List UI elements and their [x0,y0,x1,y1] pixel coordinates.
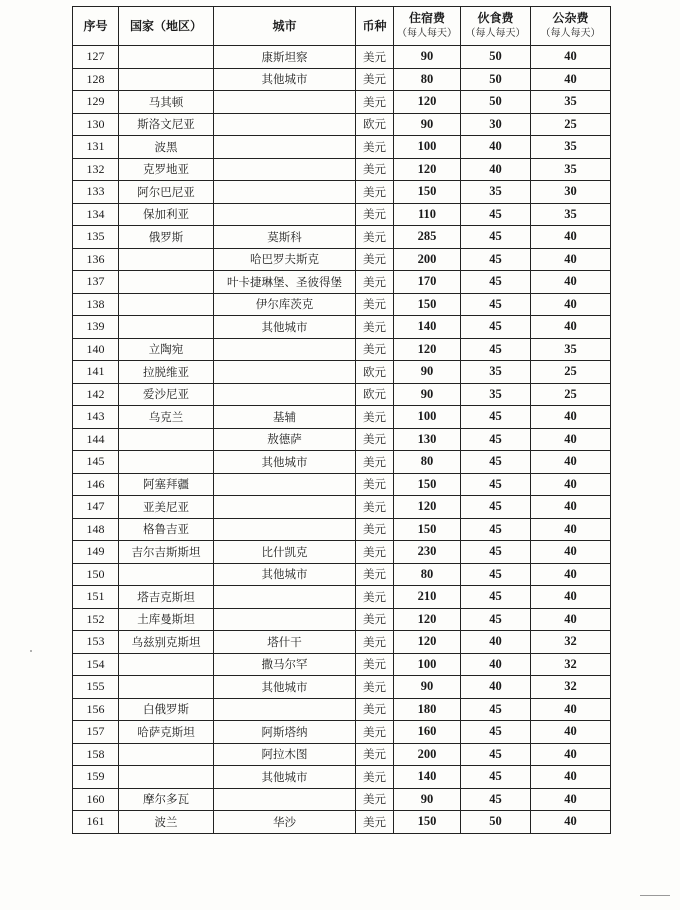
cell-lodging: 230 [394,541,461,564]
cell-misc: 40 [531,271,611,294]
table-body [73,46,611,834]
cell-seq: 133 [73,181,119,204]
cell-city: 华沙 [214,811,356,834]
cell-food: 50 [461,68,531,91]
cell-city: 基辅 [214,406,356,429]
cell-city: 敖德萨 [214,428,356,451]
cell-currency: 美元 [356,743,394,766]
cell-currency: 美元 [356,158,394,181]
cell-country: 摩尔多瓦 [119,788,214,811]
cell-city: 其他城市 [214,316,356,339]
cell-currency: 欧元 [356,383,394,406]
cell-misc: 32 [531,676,611,699]
table-row [73,271,611,294]
cell-lodging: 90 [394,788,461,811]
cell-misc: 40 [531,226,611,249]
table-row [73,563,611,586]
header-lodging [394,7,461,46]
cell-country [119,428,214,451]
cell-currency: 美元 [356,676,394,699]
cell-city [214,136,356,159]
cell-city [214,203,356,226]
cell-city [214,698,356,721]
cell-lodging: 160 [394,721,461,744]
cell-misc: 40 [531,563,611,586]
cell-misc: 40 [531,406,611,429]
cell-seq: 135 [73,226,119,249]
cell-city [214,361,356,384]
cell-seq: 144 [73,428,119,451]
cell-country [119,271,214,294]
header-food [461,7,531,46]
cell-country: 阿尔巴尼亚 [119,181,214,204]
cell-misc: 40 [531,721,611,744]
cell-misc: 40 [531,428,611,451]
cell-currency: 美元 [356,271,394,294]
table-row [73,473,611,496]
cell-misc: 35 [531,136,611,159]
cell-misc: 40 [531,541,611,564]
table-row [73,451,611,474]
cell-currency: 美元 [356,316,394,339]
cell-currency: 美元 [356,203,394,226]
cell-lodging: 100 [394,406,461,429]
cell-currency: 美元 [356,68,394,91]
cell-seq: 157 [73,721,119,744]
cell-lodging: 80 [394,451,461,474]
cell-lodging: 90 [394,676,461,699]
table-row [73,698,611,721]
cell-seq: 132 [73,158,119,181]
cell-currency: 美元 [356,698,394,721]
cell-city: 其他城市 [214,766,356,789]
cell-currency: 美元 [356,653,394,676]
cell-country: 阿塞拜疆 [119,473,214,496]
cell-seq: 140 [73,338,119,361]
cell-food: 45 [461,721,531,744]
table-row [73,676,611,699]
cell-misc: 40 [531,248,611,271]
cell-country: 波兰 [119,811,214,834]
cell-lodging: 150 [394,181,461,204]
cell-currency: 美元 [356,338,394,361]
cell-seq: 148 [73,518,119,541]
cell-city: 撒马尔罕 [214,653,356,676]
cell-food: 45 [461,248,531,271]
cell-food: 45 [461,451,531,474]
cell-misc: 40 [531,473,611,496]
cell-country [119,451,214,474]
table-header-row [73,7,611,46]
cell-lodging: 90 [394,361,461,384]
cell-misc: 40 [531,698,611,721]
cell-food: 30 [461,113,531,136]
cell-country: 亚美尼亚 [119,496,214,519]
cell-lodging: 285 [394,226,461,249]
cell-city [214,158,356,181]
cell-country [119,316,214,339]
cell-seq: 142 [73,383,119,406]
cell-country: 塔吉克斯坦 [119,586,214,609]
table-row [73,541,611,564]
cell-lodging: 140 [394,316,461,339]
cell-food: 40 [461,631,531,654]
cell-lodging: 100 [394,136,461,159]
cell-misc: 40 [531,811,611,834]
cell-food: 45 [461,586,531,609]
table-row [73,811,611,834]
table-row [73,496,611,519]
cell-seq: 127 [73,46,119,69]
table-row [73,406,611,429]
cell-lodging: 150 [394,518,461,541]
cell-food: 45 [461,608,531,631]
cell-food: 35 [461,181,531,204]
cell-currency: 美元 [356,541,394,564]
cell-lodging: 90 [394,383,461,406]
cell-misc: 40 [531,496,611,519]
cell-seq: 150 [73,563,119,586]
cell-country: 保加利亚 [119,203,214,226]
cell-currency: 美元 [356,473,394,496]
cell-currency: 美元 [356,563,394,586]
cell-city: 莫斯科 [214,226,356,249]
table-row [73,721,611,744]
cell-currency: 欧元 [356,113,394,136]
cell-country [119,563,214,586]
cell-country [119,653,214,676]
cell-lodging: 120 [394,631,461,654]
cell-city: 其他城市 [214,451,356,474]
header-lodging-label: 住宿费 [408,11,445,25]
table-row [73,203,611,226]
cell-city [214,91,356,114]
cell-country [119,766,214,789]
cell-currency: 美元 [356,608,394,631]
cell-seq: 149 [73,541,119,564]
cell-country: 白俄罗斯 [119,698,214,721]
cell-lodging: 120 [394,158,461,181]
cell-lodging: 150 [394,811,461,834]
table-row [73,653,611,676]
cell-misc: 40 [531,788,611,811]
cell-currency: 美元 [356,811,394,834]
cell-seq: 154 [73,653,119,676]
cell-lodging: 100 [394,653,461,676]
cell-food: 40 [461,136,531,159]
cell-lodging: 110 [394,203,461,226]
table-row [73,608,611,631]
cell-food: 45 [461,541,531,564]
table-row [73,383,611,406]
cell-seq: 156 [73,698,119,721]
header-food-label: 伙食费 [477,11,514,25]
cell-food: 45 [461,226,531,249]
cell-city: 叶卡捷琳堡、圣彼得堡 [214,271,356,294]
cell-food: 50 [461,91,531,114]
cell-lodging: 90 [394,46,461,69]
cell-food: 45 [461,271,531,294]
cell-misc: 40 [531,743,611,766]
cell-currency: 美元 [356,406,394,429]
cell-misc: 35 [531,158,611,181]
cell-currency: 欧元 [356,361,394,384]
cell-lodging: 130 [394,428,461,451]
cell-country [119,68,214,91]
header-currency: 币种 [356,7,394,46]
cell-food: 45 [461,518,531,541]
table-row [73,181,611,204]
cell-city [214,473,356,496]
cell-city: 比什凯克 [214,541,356,564]
cell-seq: 131 [73,136,119,159]
header-seq: 序号 [73,7,119,46]
cell-misc: 32 [531,653,611,676]
cell-lodging: 120 [394,338,461,361]
cell-lodging: 120 [394,608,461,631]
cell-lodging: 200 [394,248,461,271]
cell-food: 45 [461,766,531,789]
cell-currency: 美元 [356,46,394,69]
cell-city [214,788,356,811]
cell-city [214,383,356,406]
cell-misc: 25 [531,113,611,136]
cell-city [214,608,356,631]
cell-food: 45 [461,473,531,496]
cell-seq: 160 [73,788,119,811]
cell-lodging: 140 [394,766,461,789]
cell-seq: 138 [73,293,119,316]
cell-misc: 40 [531,518,611,541]
table-row [73,91,611,114]
cell-seq: 161 [73,811,119,834]
cell-city [214,518,356,541]
cell-currency: 美元 [356,766,394,789]
cell-misc: 25 [531,383,611,406]
cell-seq: 136 [73,248,119,271]
cell-misc: 40 [531,68,611,91]
header-city: 城市 [214,7,356,46]
cell-lodging: 80 [394,563,461,586]
cell-food: 35 [461,383,531,406]
cell-food: 45 [461,496,531,519]
cell-food: 45 [461,743,531,766]
cell-country: 马其顿 [119,91,214,114]
cell-misc: 40 [531,608,611,631]
header-misc-sub: （每人每天） [540,28,601,39]
cell-currency: 美元 [356,181,394,204]
cell-currency: 美元 [356,293,394,316]
table-row [73,316,611,339]
cell-seq: 137 [73,271,119,294]
cell-seq: 158 [73,743,119,766]
cell-city: 哈巴罗夫斯克 [214,248,356,271]
cell-misc: 35 [531,91,611,114]
cell-currency: 美元 [356,631,394,654]
scan-speck [30,650,32,652]
cell-country: 格鲁吉亚 [119,518,214,541]
table-row [73,46,611,69]
cell-currency: 美元 [356,91,394,114]
table-row [73,226,611,249]
cell-currency: 美元 [356,428,394,451]
cell-country [119,248,214,271]
cell-country: 拉脱维亚 [119,361,214,384]
cell-lodging: 200 [394,743,461,766]
header-country: 国家（地区） [119,7,214,46]
table-row [73,113,611,136]
header-misc-label: 公杂费 [552,11,589,25]
cell-currency: 美元 [356,451,394,474]
table-row [73,428,611,451]
cell-city: 康斯坦察 [214,46,356,69]
cell-city [214,586,356,609]
cell-seq: 134 [73,203,119,226]
cell-lodging: 150 [394,293,461,316]
cell-currency: 美元 [356,136,394,159]
cell-city [214,181,356,204]
cell-seq: 155 [73,676,119,699]
cell-city [214,338,356,361]
cell-currency: 美元 [356,518,394,541]
cell-misc: 25 [531,361,611,384]
cell-misc: 40 [531,293,611,316]
cell-lodging: 120 [394,91,461,114]
expense-standards-table [72,6,611,834]
cell-city: 伊尔库茨克 [214,293,356,316]
cell-food: 45 [461,203,531,226]
cell-misc: 32 [531,631,611,654]
cell-misc: 40 [531,316,611,339]
cell-lodging: 210 [394,586,461,609]
cell-city: 其他城市 [214,676,356,699]
cell-country: 波黑 [119,136,214,159]
header-misc [531,7,611,46]
cell-food: 45 [461,406,531,429]
cell-country: 土库曼斯坦 [119,608,214,631]
cell-lodging: 150 [394,473,461,496]
cell-country: 斯洛文尼亚 [119,113,214,136]
table-row [73,68,611,91]
cell-currency: 美元 [356,248,394,271]
cell-food: 50 [461,811,531,834]
cell-seq: 143 [73,406,119,429]
cell-country: 吉尔吉斯斯坦 [119,541,214,564]
cell-misc: 35 [531,203,611,226]
cell-city: 阿斯塔纳 [214,721,356,744]
cell-misc: 40 [531,451,611,474]
cell-country: 乌克兰 [119,406,214,429]
cell-country: 爱沙尼亚 [119,383,214,406]
cell-seq: 128 [73,68,119,91]
cell-currency: 美元 [356,496,394,519]
cell-lodging: 170 [394,271,461,294]
cell-food: 45 [461,788,531,811]
cell-seq: 129 [73,91,119,114]
cell-misc: 35 [531,338,611,361]
cell-food: 40 [461,653,531,676]
cell-country: 立陶宛 [119,338,214,361]
cell-food: 40 [461,158,531,181]
cell-food: 45 [461,563,531,586]
cell-food: 45 [461,293,531,316]
cell-seq: 153 [73,631,119,654]
cell-seq: 139 [73,316,119,339]
table-row [73,248,611,271]
cell-food: 35 [461,361,531,384]
header-lodging-sub: （每人每天） [397,28,457,39]
cell-lodging: 120 [394,496,461,519]
cell-city [214,113,356,136]
cell-misc: 30 [531,181,611,204]
table-row [73,788,611,811]
cell-country: 乌兹别克斯坦 [119,631,214,654]
cell-food: 45 [461,698,531,721]
header-food-sub: （每人每天） [465,28,526,39]
scan-speck [640,895,670,896]
table-row [73,766,611,789]
cell-seq: 146 [73,473,119,496]
cell-food: 45 [461,338,531,361]
cell-lodging: 80 [394,68,461,91]
cell-seq: 145 [73,451,119,474]
table-row [73,361,611,384]
cell-country [119,46,214,69]
cell-city: 其他城市 [214,68,356,91]
cell-seq: 152 [73,608,119,631]
cell-currency: 美元 [356,788,394,811]
cell-seq: 130 [73,113,119,136]
cell-currency: 美元 [356,721,394,744]
cell-seq: 159 [73,766,119,789]
cell-currency: 美元 [356,586,394,609]
cell-country [119,676,214,699]
cell-misc: 40 [531,766,611,789]
cell-country: 俄罗斯 [119,226,214,249]
cell-food: 50 [461,46,531,69]
table-row [73,136,611,159]
cell-country: 哈萨克斯坦 [119,721,214,744]
table-row [73,338,611,361]
table-row [73,743,611,766]
cell-misc: 40 [531,586,611,609]
table-row [73,158,611,181]
cell-city: 其他城市 [214,563,356,586]
cell-city: 阿拉木图 [214,743,356,766]
cell-seq: 151 [73,586,119,609]
cell-food: 45 [461,428,531,451]
cell-lodging: 90 [394,113,461,136]
cell-lodging: 180 [394,698,461,721]
table-row [73,518,611,541]
cell-country [119,293,214,316]
cell-currency: 美元 [356,226,394,249]
table-row [73,586,611,609]
cell-city [214,496,356,519]
cell-seq: 147 [73,496,119,519]
cell-city: 塔什干 [214,631,356,654]
cell-country: 克罗地亚 [119,158,214,181]
table-row [73,293,611,316]
cell-food: 45 [461,316,531,339]
cell-misc: 40 [531,46,611,69]
cell-food: 40 [461,676,531,699]
table-row [73,631,611,654]
cell-seq: 141 [73,361,119,384]
cell-country [119,743,214,766]
